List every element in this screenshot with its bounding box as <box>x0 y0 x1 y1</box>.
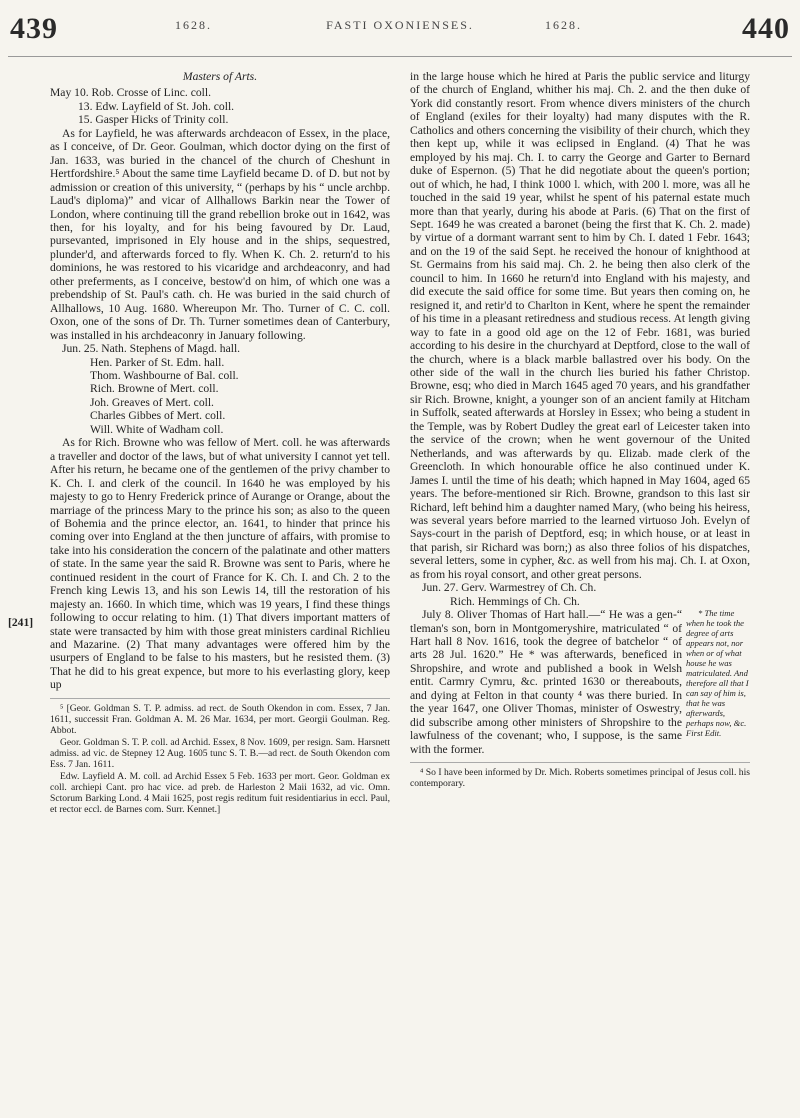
name-item: Charles Gibbes of Mert. coll. <box>90 409 226 423</box>
paragraph-thomas-text: July 8. Oliver Thomas of Hart hall.—“ He was a gen-“ tleman's son, born in Montgomeryshire, matriculated “ of Hart hall 8 Nov. 1616, took the degree of batchelor “ of arts 28 Jul. 1620.” He * was afterwards, beneficed in Shropshire, and wrote and published a book in Welsh entit. Carmry Cymru, &c. printed 1630 or thereabouts, and dying at Felton in that county ⁴ was there buried. In the year 1647, one Oliver Thomas, minister of Oswestry, did subscribe among other ministers of Shropshire to the lawfulness of the covenant; who, I suppose, is the same with the former. <box>410 608 682 756</box>
margin-reference: [241] <box>8 616 34 629</box>
running-title: FASTI OXONIENSES. <box>326 18 474 32</box>
degree-entry: May 10. Rob. Crosse of Linc. coll. <box>50 86 212 100</box>
left-column <box>50 70 390 816</box>
footnote: Geor. Goldman S. T. P. coll. ad Archid. Essex, 8 Nov. 1609, per resign. Sam. Harsnett admiss. ad vic. de Stepney 12 Aug. 1605 tunc S. T. B.—ad rect. de South Okendon com Ess. 7 Jan. 1611. <box>50 736 390 770</box>
footnote: ⁵ [Geor. Goldman S. T. P. admiss. ad rect. de South Okendon in com. Essex, 7 Jan. 1611, successit Fran. Goldman A. M. 26 Mar. 1634, per mort. Georgii Goulman. Reg. Abbot. <box>50 702 390 736</box>
left-page-number: 439 <box>10 12 58 45</box>
name-item: Rich. Browne of Mert. coll. <box>90 382 219 396</box>
degree-list <box>78 100 390 127</box>
paragraph-thomas <box>410 608 750 756</box>
name-item: Will. White of Wadham coll. <box>90 422 224 436</box>
page-header <box>0 0 800 60</box>
name-item: Hen. Parker of St. Edm. hall. <box>90 355 225 369</box>
paragraph-layfield: As for Layfield, he was afterwards archdeacon of Essex, in the place, as I conceive, of Dr. Geor. Goulman, which doctor dying on the first of Jan. 1633, was buried in the chancel of the church of Cheshunt in Hertfordshire.⁵ About the same time Layfield became D. of D. but not by admission or creation of this university, “ (perhaps by his “ uncle archbp. Laud's diploma)” and vicar of Allhallows Barkin near the Tower of London, where continuing till the grand rebellion broke out in 1642, was then, for his loyalty, and for his being favoured by Dr. Laud, pursevanted, imprisoned in Ely house and in the ships, sequestred, plunder'd, and afterwards forced to fly. When K. Ch. 2. return'd to his dominions, he was restored to his vicaridge and archdeaconry, and had other preferments, as I conceive, bestow'd on him, of which one was a prebendship of St. Paul's cath. ch. He was buried in the said church of Allhallows, 10 Aug. 1680. Whereupon Mr. Tho. Turner of C. C. coll. Oxon, one of the sons of Dr. Th. Turner sometimes dean of Canterbury, was installed in his archdeaconry in January following. <box>50 126 390 342</box>
paragraph-browne: As for Rich. Browne who was fellow of Mert. coll. he was afterwards a traveller and doctor of the laws, but of what university I cannot yet tell. After his return, he became one of the gentlemen of the privy chamber to K. Ch. I. and clerk of the council. In 1640 he was employed by his majesty to go to Henry Frederick prince of Aurange or Orange, about the marriage of the princess Mary to the prince his son; as also to the queen of Bohemia and the prince elector, an. 1641, to hinder that prince his coming over into England at the then juncture of affairs, with promise to take into his consideration the concern of the palatinate and other matters of state. In the same year the said R. Browne was sent to Paris, where he continued resident in the court of France for K. Ch. I. and Ch. 2 to the French king Lewis 13, and his son Lewis 14, till the restoration of his majesty an. 1660. In which time, which was 19 years, I find these things following to occur relating to him. (1) That divers important matters of state were transacted by him with those great ministers cardinal Richlieu and Mazarine. (2) That many advantages were offered him by the usurpers of England to be false to his masters, but he resisted them. (3) That he did to his great expence, but more to his everlasting glory, keep up <box>50 436 390 692</box>
paragraph-browne-continued: in the large house which he hired at Paris the public service and liturgy of the church of England, whither his maj. Ch. 2. and the then duke of York did constantly resort. From whence divers ministers of the church of England (exiles for their loyalty) had many disputes with the R. Catholics and others concerning the visibility of their church, which they then kept up, while it was eclipsed in England. (4) That he was employed by his maj. Ch. I. to carry the George and Garter to Bernard duke of Espernon. (5) That he did negotiate about the queen's portion; out of which, he had, I think 1000 l. which, with 200 l. more, was all he touched in the said 19 year, whilst he spent of his paternal estate much more than that yearly, during his abode at Paris. (6) That on the first of Sept. 1649 he was created a baronet (being the first that K. Ch. 2. made) by virtue of a dormant warrant sent to him by Ch. I. dated 1 Febr. 1643; and on the 19 of the said Sept. he received the honour of knighthood at St. Germains from his said maj. Ch. 2. he being then also clerk of the council to him. In 1660 he return'd into England with his majesty, and did execute the said office for some time. But years then coming on, he resigned it, and retir'd to Charlton in Kent, where he spent the remainder of his time in a pleasant retiredness and studious recess. At length giving way to fate in a good old age on the 12 of Febr. 1681, was buried according to his desire in the churchyard at Deptford, close to the wall of the church, where is a black marble ballastred over his body. On the other side of the wall in the church lies buried his father Christop. Browne, esq; who died in March 1645 aged 70 years, and his grandfather sir Rich. Browne, knight, a younger son of an ancient family at Hitcham in Suffolk, seated afterwards at Horsley in Essex; who being a student in the Temple, was by Robert Dudley the great earl of Leicester taken into the service of the crown; when he went governour of the United Netherlands, and was afterwards by qu. Elizab. made clerk of the Greencloth. In which honourable office he also continued under K. James I. until the time of his death; which hapned in May 1604, aged 65 years. The before-mentioned sir Rich. Browne, grandson to this last sir Richard, left behind him a daughter named Mary, (who being his heiress, was several years before married to the learned virtuoso Joh. Evelyn of Says-court in the parish of Deptford, esq; in which house, or at least in that parish, sir Richard was born;) as also three folios of his dispatches, several letters, some in cypher, &c. as well from his maj. Ch. I. at Oxon, as from his royal consort, and other great persons. <box>410 70 750 581</box>
name-item: Joh. Greaves of Mert. coll. <box>90 395 214 409</box>
header-rule <box>8 56 792 57</box>
footnotes <box>410 762 750 789</box>
degree-entry-june: Jun. 27. Gerv. Warmestrey of Ch. Ch. <box>422 581 597 595</box>
footnotes <box>50 698 390 815</box>
left-year: 1628. <box>175 18 212 32</box>
name-item: Thom. Washbourne of Bal. coll. <box>90 368 239 382</box>
degree-entry-june: Jun. 25. Nath. Stephens of Magd. hall. <box>62 342 241 356</box>
section-title: Masters of Arts. <box>182 70 258 83</box>
footnote: Edw. Layfield A. M. coll. ad Archid Essex 5 Feb. 1633 per mort. Geor. Goldman ex coll. archiepi Cant. pro hac vice. ad preb. de Harleston 2 Maii 1632, ad vic. Omn. Sctorum Barking Lond. 4 Maii 1625, post regis reditum fuit residentiarius in eccl. Paul, et rector eccl. de Barnes com. Surr. Kennet.] <box>50 770 390 815</box>
degree-entry: 15. Gasper Hicks of Trinity coll. <box>78 113 229 127</box>
right-column <box>410 70 750 790</box>
name-item: Rich. Hemmings of Ch. Ch. <box>450 594 580 608</box>
right-year: 1628. <box>545 18 582 32</box>
degree-entry: 13. Edw. Layfield of St. Joh. coll. <box>78 99 235 113</box>
side-note: * The time when he took the degree of arts appears not, nor when or of what house he was matriculated. And therefore all that I can say of him is, that he was afterwards, perhaps now, &c. First Edit. <box>686 608 749 739</box>
footnote: ⁴ So I have been informed by Dr. Mich. Roberts sometimes principal of Jesus coll. his contemporary. <box>410 767 750 790</box>
right-page-number: 440 <box>742 12 790 45</box>
names-list <box>450 595 750 608</box>
names-list <box>90 356 390 437</box>
